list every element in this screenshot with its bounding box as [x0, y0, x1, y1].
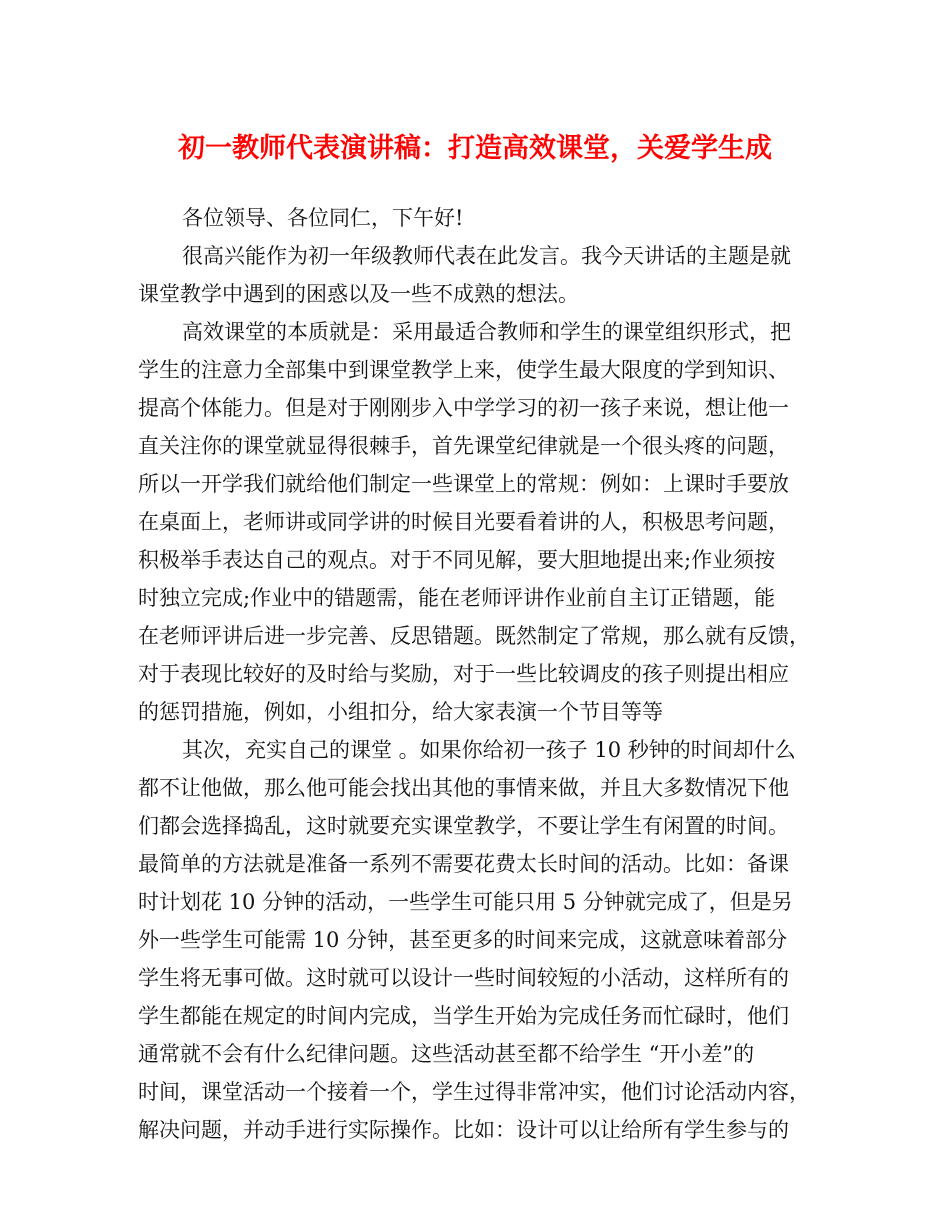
paragraph-line: 在老师评讲后进一步完善、反思错题。既然制定了常规，那么就有反馈，	[138, 624, 810, 648]
paragraph-line: 提高个体能力。但是对于刚刚步入中学学习的初一孩子来说，想让他一	[138, 396, 789, 420]
paragraph-line: 外一些学生可能需 10 分钟，甚至更多的时间来完成，这就意味着部分	[138, 928, 788, 952]
paragraph-line: 在桌面上，老师讲或同学讲的时候目光要看着讲的人，积极思考问题，	[138, 510, 789, 534]
paragraph-line: 的惩罚措施，例如，小组扣分，给大家表演一个节目等等	[138, 700, 663, 724]
document-body	[138, 199, 828, 1149]
paragraph-line: 对于表现比较好的及时给与奖励，对于一些比较调皮的孩子则提出相应	[138, 662, 789, 686]
paragraph-line: 们都会选择捣乱，这时就要充实课堂教学，不要让学生有闲置的时间。	[138, 814, 789, 838]
paragraph-line: 学生都能在规定的时间内完成，当学生开始为完成任务而忙碌时，他们	[138, 1004, 789, 1028]
paragraph-line: 所以一开学我们就给他们制定一些课堂上的常规：例如：上课时手要放	[138, 472, 789, 496]
paragraph-line: 积极举手表达自己的观点。对于不同见解，要大胆地提出来;作业须按	[138, 548, 776, 572]
paragraph-line: 很高兴能作为初一年级教师代表在此发言。我今天讲话的主题是就	[182, 244, 791, 268]
paragraph-line: 最简单的方法就是准备一系列不需要花费太长时间的活动。比如：备课	[138, 852, 789, 876]
paragraph-line: 学生将无事可做。这时就可以设计一些时间较短的小活动，这样所有的	[138, 966, 789, 990]
document-title: 初一教师代表演讲稿：打造高效课堂，关爱学生成	[178, 133, 772, 164]
paragraph-line: 各位领导、各位同仁，下午好!	[182, 206, 464, 230]
paragraph-line: 解决问题，并动手进行实际操作。比如：设计可以让给所有学生参与的	[138, 1118, 789, 1142]
paragraph-line: 其次，充实自己的课堂 。如果你给初一孩子 10 秒钟的时间却什么	[182, 738, 796, 762]
paragraph-line: 课堂教学中遇到的困惑以及一些不成熟的想法。	[138, 282, 579, 306]
paragraph-line: 时独立完成;作业中的错题需，能在老师评讲作业前自主订正错题，能	[138, 586, 776, 610]
paragraph-line: 都不让他做，那么他可能会找出其他的事情来做，并且大多数情况下他	[138, 776, 789, 800]
paragraph-line: 高效课堂的本质就是：采用最适合教师和学生的课堂组织形式，把	[182, 320, 791, 344]
paragraph-line: 时计划花 10 分钟的活动，一些学生可能只用 5 分钟就完成了，但是另	[138, 890, 793, 914]
paragraph-line: 学生的注意力全部集中到课堂教学上来，使学生最大限度的学到知识、	[138, 358, 789, 382]
paragraph-line: 直关注你的课堂就显得很棘手，首先课堂纪律就是一个很头疼的问题，	[138, 434, 789, 458]
paragraph-line: 时间，课堂活动一个接着一个，学生过得非常冲实，他们讨论活动内容，	[138, 1080, 810, 1104]
paragraph-line: 通常就不会有什么纪律问题。这些活动甚至都不给学生 “开小差”的	[138, 1042, 755, 1066]
